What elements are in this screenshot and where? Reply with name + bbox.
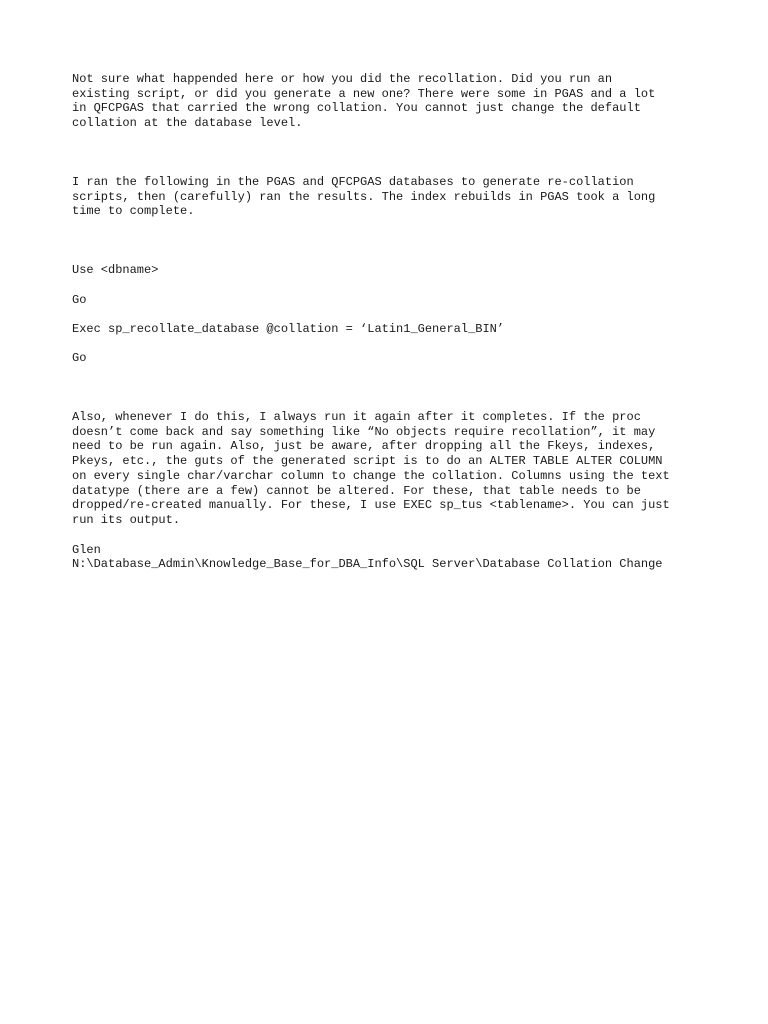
notes-paragraph: Also, whenever I do this, I always run it again after it completes. If the proc doesn’t come back and say something like “No objects require recollation”, it may need to be run again. Also, just be aware, after dropping all the Fkeys, indexes, Pkeys, etc., the guts of the generated script is to do an ALTER TABLE ALTER COLUMN on every single char/varchar column to change the collation. Columns using the text datatype (there are a few) cannot be altered. For these, that table needs to be dropped/re-created manually. For these, I use EXEC sp_tus <tablename>. You can just run its output. — [72, 410, 670, 527]
code-line-go: Go — [72, 293, 87, 307]
procedure-paragraph: I ran the following in the PGAS and QFCPGAS databases to generate re-collation scripts, then (carefully) ran the results. The index rebuilds in PGAS took a long time to complete. — [72, 175, 656, 219]
signature-name: Glen — [72, 543, 101, 557]
code-line-go-final: Go — [72, 351, 87, 365]
code-line-use: Use <dbname> — [72, 263, 159, 277]
code-line-exec: Exec sp_recollate_database @collation = ‘Latin1_General_BIN’ — [72, 322, 505, 336]
signature-path: N:\Database_Admin\Knowledge_Base_for_DBA_Info\SQL Server\Database Collation Change — [72, 557, 663, 571]
intro-paragraph: Not sure what happended here or how you did the recollation. Did you run an existing script, or did you generate a new one? There were some in PGAS and a lot in QFCPGAS that carried the wrong collation. You cannot just change the default collation at the database level. — [72, 72, 656, 131]
